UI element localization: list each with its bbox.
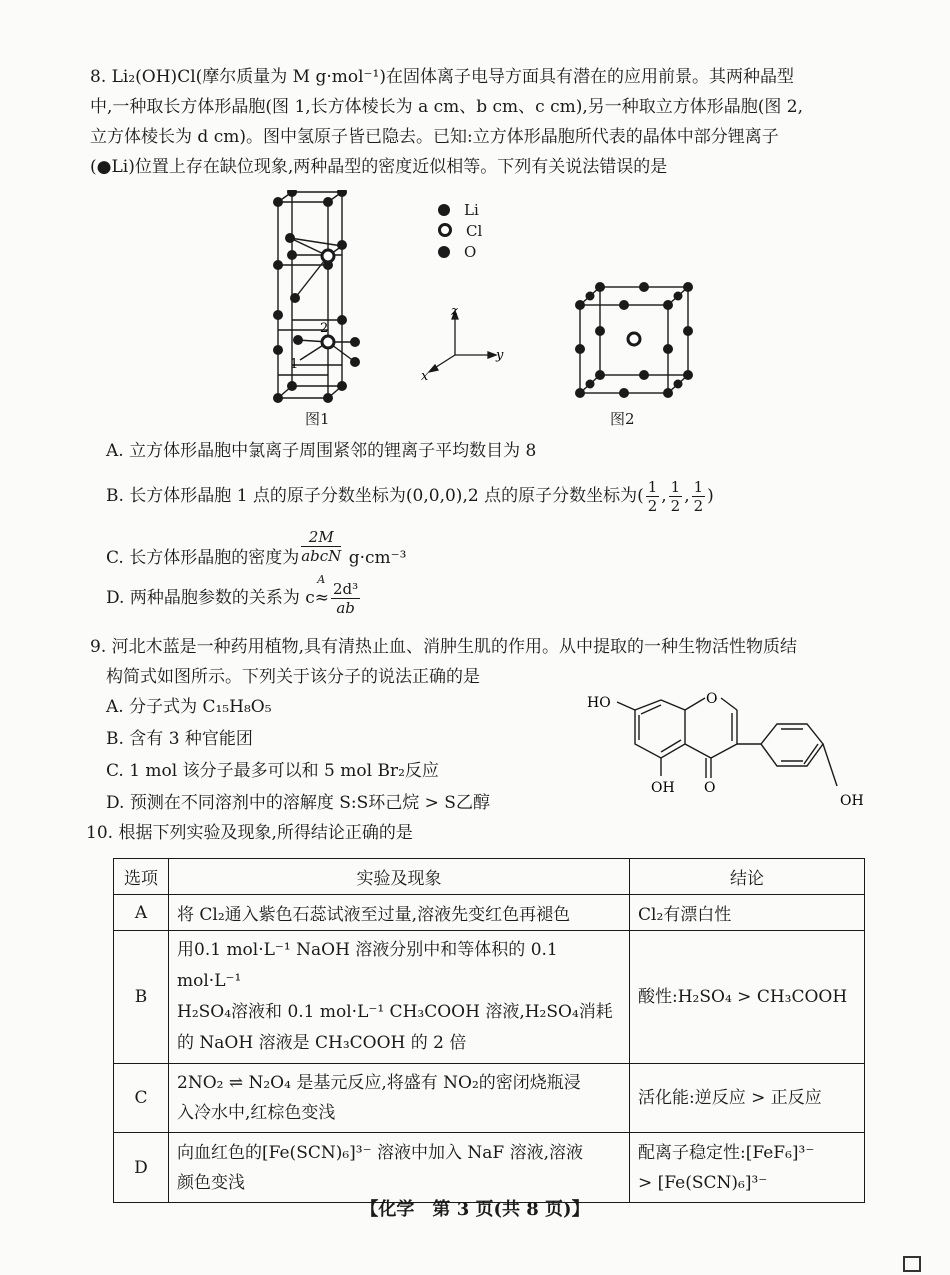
- header-conclusion: 结论: [630, 859, 865, 895]
- q9-line2: 构简式如图所示。下列关于该分子的说法正确的是: [106, 667, 480, 687]
- table-row: B 用0.1 mol·L⁻¹ NaOH 溶液分别中和等体积的 0.1 mol·L⁻¹ H₂SO₄溶液和 0.1 mol·L⁻¹ CH₃COOH 溶液,H₂SO₄消耗 的 NaOH 溶液是 CH₃COOH 的 2 倍 酸性:H₂SO₄ > CH₃COOH: [114, 931, 865, 1064]
- o-dot-icon: [438, 246, 450, 258]
- q8-option-d: D. 两种晶胞参数的关系为 c≈ $\frac{\text{2d³}}{ab}$: [106, 580, 359, 617]
- q9-stem: [90, 632, 890, 692]
- header-experiment: 实验及现象: [169, 859, 630, 895]
- legend-cl: Cl: [466, 222, 483, 240]
- mol-ring-o-label: O: [706, 691, 718, 707]
- header-option: 选项: [114, 859, 169, 895]
- qr-watermark-icon: [903, 1256, 921, 1272]
- q8-option-b: B. 长方体形晶胞 1 点的原子分数坐标为(0,0,0),2 点的原子分数坐标为( $\frac{1}{2}$ , $\frac{1}{2}$ , $\frac{1}{2}$ ): [106, 478, 714, 515]
- point-2-label: 2: [320, 321, 329, 336]
- legend-o: O: [464, 243, 477, 261]
- xyz-axes: [415, 305, 510, 385]
- q8-line4: (●Li)位置上存在缺位现象,两种晶型的密度近似相等。下列有关说法错误的是: [90, 157, 668, 177]
- q8-line1: 8. Li₂(OH)Cl(摩尔质量为 M g·mol⁻¹)在固体离子电导方面具有潜在的应用前景。其两种晶型: [90, 67, 794, 87]
- q9-option-d: D. 预测在不同溶剂中的溶解度 S:S环己烷 > S乙醇: [106, 793, 490, 813]
- cl-ring-icon: [438, 223, 452, 237]
- axis-y-label: y: [496, 348, 504, 363]
- q8-line2: 中,一种取长方体形晶胞(图 1,长方体棱长为 a cm、b cm、c cm),另一种取立方体形晶胞(图 2,: [90, 97, 804, 117]
- q8-option-a: A. 立方体形晶胞中氯离子周围紧邻的锂离子平均数目为 8: [106, 441, 537, 461]
- q10-stem: 10. 根据下列实验及现象,所得结论正确的是: [86, 823, 413, 843]
- q10-table: [113, 858, 865, 1203]
- mol-oh2-label: OH: [840, 793, 864, 809]
- isoflavone-structure: [585, 688, 870, 810]
- q9-option-b: B. 含有 3 种官能团: [106, 729, 253, 749]
- legend-li: Li: [464, 201, 479, 219]
- q8-option-b-text: B. 长方体形晶胞 1 点的原子分数坐标为(0,0,0),2 点的原子分数坐标为(: [106, 486, 644, 506]
- fig2-cubic-cell: [570, 275, 700, 400]
- point-1-label: 1: [290, 357, 299, 372]
- table-header-row: [114, 859, 865, 895]
- table-row: C 2NO₂ ⇌ N₂O₄ 是基元反应,将盛有 NO₂的密闭烧瓶浸 入冷水中,红棕色变浅 活化能:逆反应 > 正反应: [114, 1064, 865, 1133]
- mol-keto-o-label: O: [704, 780, 716, 796]
- q9-line1: 9. 河北木蓝是一种药用植物,具有清热止血、消肿生肌的作用。从中提取的一种生物活性物质结: [90, 637, 798, 657]
- page-footer: 【化学 第 3 页(共 8 页)】: [360, 1199, 590, 1220]
- table-row: D 向血红色的[Fe(SCN)₆]³⁻ 溶液中加入 NaF 溶液,溶液 颜色变浅 配离子稳定性:[FeF₆]³⁻ > [Fe(SCN)₆]³⁻: [114, 1133, 865, 1203]
- fig2-caption: 图2: [610, 410, 635, 428]
- fig1-caption: 图1: [305, 410, 330, 428]
- q8-stem: [90, 62, 890, 182]
- axis-z-label: z: [451, 305, 458, 319]
- mol-ho-label: HO: [587, 695, 611, 711]
- table-row: A 将 Cl₂通入紫色石蕊试液至过量,溶液先变红色再褪色 Cl₂有漂白性: [114, 895, 865, 931]
- fig1-legend: [438, 200, 482, 263]
- q9-option-a: A. 分子式为 C₁₅H₈O₅: [106, 697, 272, 717]
- mol-oh1-label: OH: [651, 780, 675, 796]
- q8-line3: 立方体棱长为 d cm)。图中氢原子皆已隐去。已知:立方体形晶胞所代表的晶体中部分锂离子: [90, 127, 779, 147]
- axis-x-label: x: [421, 369, 429, 384]
- q8-option-c: C. 长方体形晶胞的密度为 2M abcN $_A$ g·cm⁻³: [106, 528, 407, 586]
- fig1-cuboid-cell: [260, 190, 360, 412]
- q9-option-c: C. 1 mol 该分子最多可以和 5 mol Br₂反应: [106, 761, 439, 781]
- li-dot-icon: [438, 204, 450, 216]
